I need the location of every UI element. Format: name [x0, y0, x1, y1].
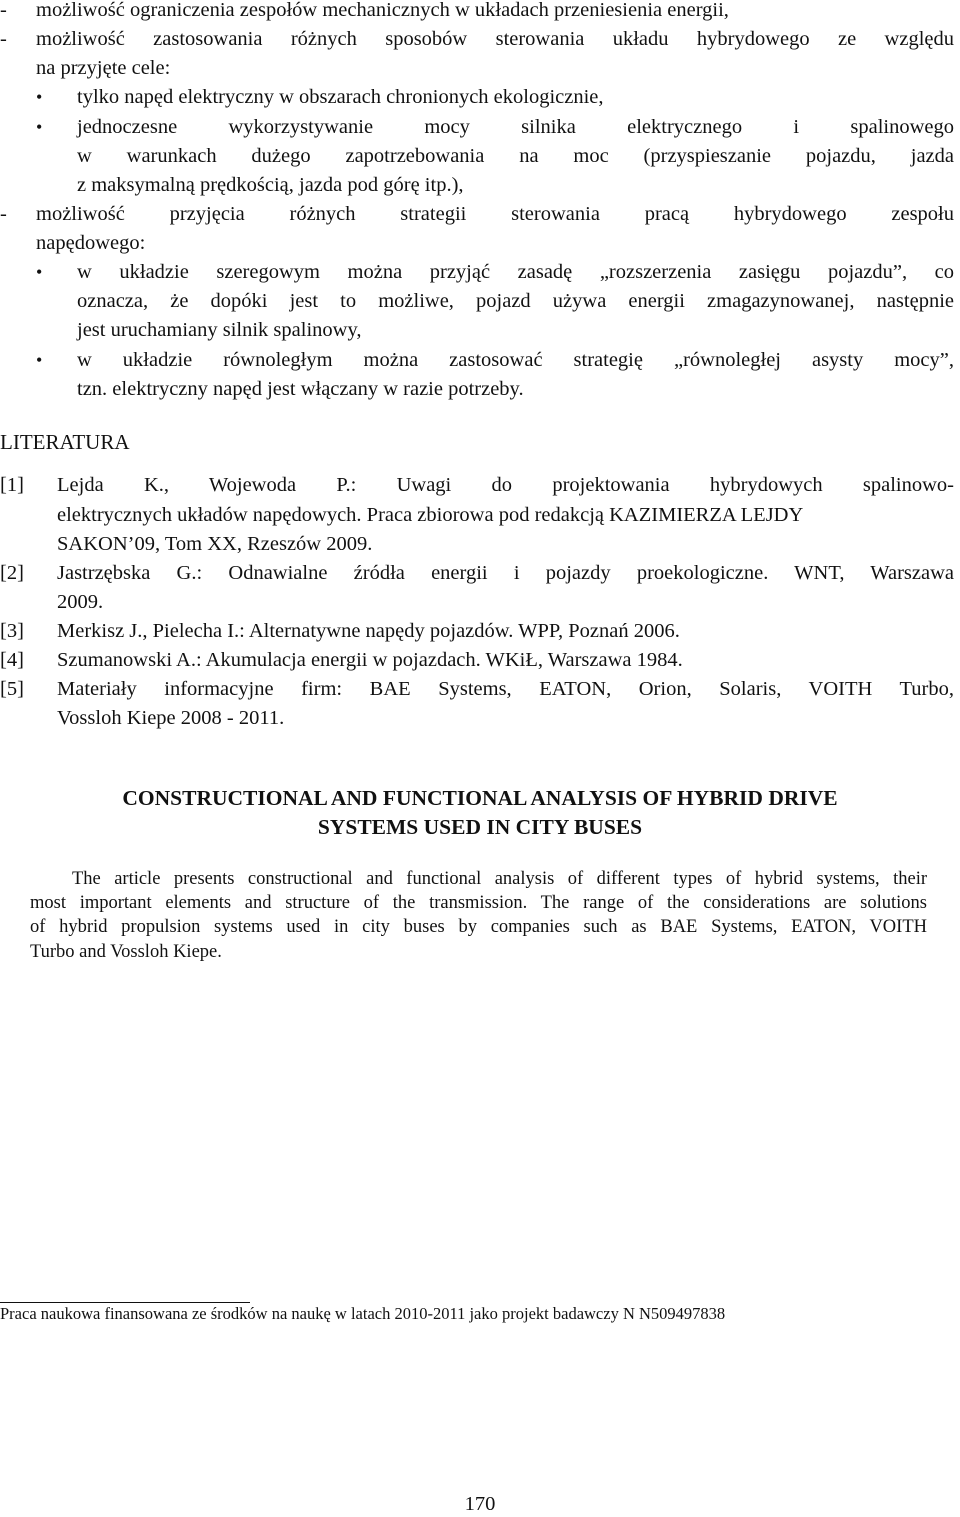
reference-text: Merkisz J., Pielecha I.: Alternatywne napędy pojazdów. WPP, Poznań 2006.: [57, 620, 680, 642]
list-item-text: możliwość zastosowania różnych sposobów sterowania układu hybrydowego ze względu: [36, 28, 954, 50]
bullet-icon: •: [36, 350, 43, 370]
reference-text: elektrycznych układów napędowych. Praca zbiorowa pod redakcją KAZIMIERZA LEJDY: [57, 504, 804, 526]
list-item-text: w warunkach dużego zapotrzebowania na moc (przyspieszanie pojazdu, jazda: [77, 145, 954, 167]
reference-text: Szumanowski A.: Akumulacja energii w pojazdach. WKiŁ, Warszawa 1984.: [57, 649, 683, 671]
literature-heading: LITERATURA: [0, 430, 130, 454]
list-item-text: na przyjęte cele:: [36, 57, 171, 79]
reference-text: Vossloh Kiepe 2008 - 2011.: [57, 707, 285, 729]
list-item-text: w układzie równoległym można zastosować strategię „równoległej asysty mocy”,: [77, 349, 954, 371]
bullet-icon: •: [36, 87, 43, 107]
list-item-text: napędowego:: [36, 232, 146, 254]
reference-number: [1]: [0, 474, 24, 496]
abstract-line: The article presents constructional and functional analysis of different types of hybrid systems, their: [72, 869, 927, 889]
reference-number: [2]: [0, 562, 24, 584]
list-item-text: oznacza, że dopóki jest to możliwe, pojazd używa energii zmagazynowanej, następnie: [77, 290, 954, 312]
list-item-text: jednoczesne wykorzystywanie mocy silnika elektrycznego i spalinowego: [77, 116, 954, 138]
reference-text: Materiały informacyjne firm: BAE Systems, EATON, Orion, Solaris, VOITH Turbo,: [57, 678, 954, 700]
reference-text: 2009.: [57, 591, 104, 613]
reference-number: [4]: [0, 649, 24, 671]
dash-marker: -: [0, 28, 7, 50]
list-item-text: tylko napęd elektryczny w obszarach chronionych ekologicznie,: [77, 86, 604, 108]
list-item-text: możliwość ograniczenia zespołów mechanicznych w układach przeniesienia energii,: [36, 0, 729, 21]
reference-text: Jastrzębska G.: Odnawialne źródła energii i pojazdy proekologiczne. WNT, Warszawa: [57, 562, 954, 584]
dash-marker: -: [0, 0, 7, 21]
reference-text: Lejda K., Wojewoda P.: Uwagi do projektowania hybrydowych spalinowo-: [57, 474, 954, 496]
list-item-text: w układzie szeregowym można przyjąć zasadę „rozszerzenia zasięgu pojazdu”, co: [77, 261, 954, 283]
bullet-icon: •: [36, 262, 43, 282]
list-item-text: możliwość przyjęcia różnych strategii sterowania pracą hybrydowego zespołu: [36, 203, 954, 225]
list-item-text: jest uruchamiany silnik spalinowy,: [77, 319, 362, 341]
list-item-text: tzn. elektryczny napęd jest włączany w razie potrzeby.: [77, 378, 524, 400]
english-title-line: SYSTEMS USED IN CITY BUSES: [317, 815, 643, 839]
bullet-icon: •: [36, 117, 43, 137]
abstract-line: Turbo and Vossloh Kiepe.: [30, 942, 222, 962]
list-item-text: z maksymalną prędkością, jazda pod górę itp.),: [77, 174, 464, 196]
page-number: 170: [464, 1493, 496, 1515]
footnote: Praca naukowa finansowana ze środków na naukę w latach 2010-2011 jako projekt badawczy N N509497838: [0, 1304, 726, 1323]
reference-number: [5]: [0, 678, 24, 700]
english-title-line: CONSTRUCTIONAL AND FUNCTIONAL ANALYSIS OF HYBRID DRIVE: [122, 786, 838, 810]
dash-marker: -: [0, 203, 7, 225]
reference-text: SAKON’09, Tom XX, Rzeszów 2009.: [57, 533, 373, 555]
abstract-line: most important elements and structure of the transmission. The range of the considerations are solutions: [30, 893, 927, 913]
abstract-line: of hybrid propulsion systems used in city buses by companies such as BAE Systems, EATON, VOITH: [30, 917, 927, 937]
reference-number: [3]: [0, 620, 24, 642]
